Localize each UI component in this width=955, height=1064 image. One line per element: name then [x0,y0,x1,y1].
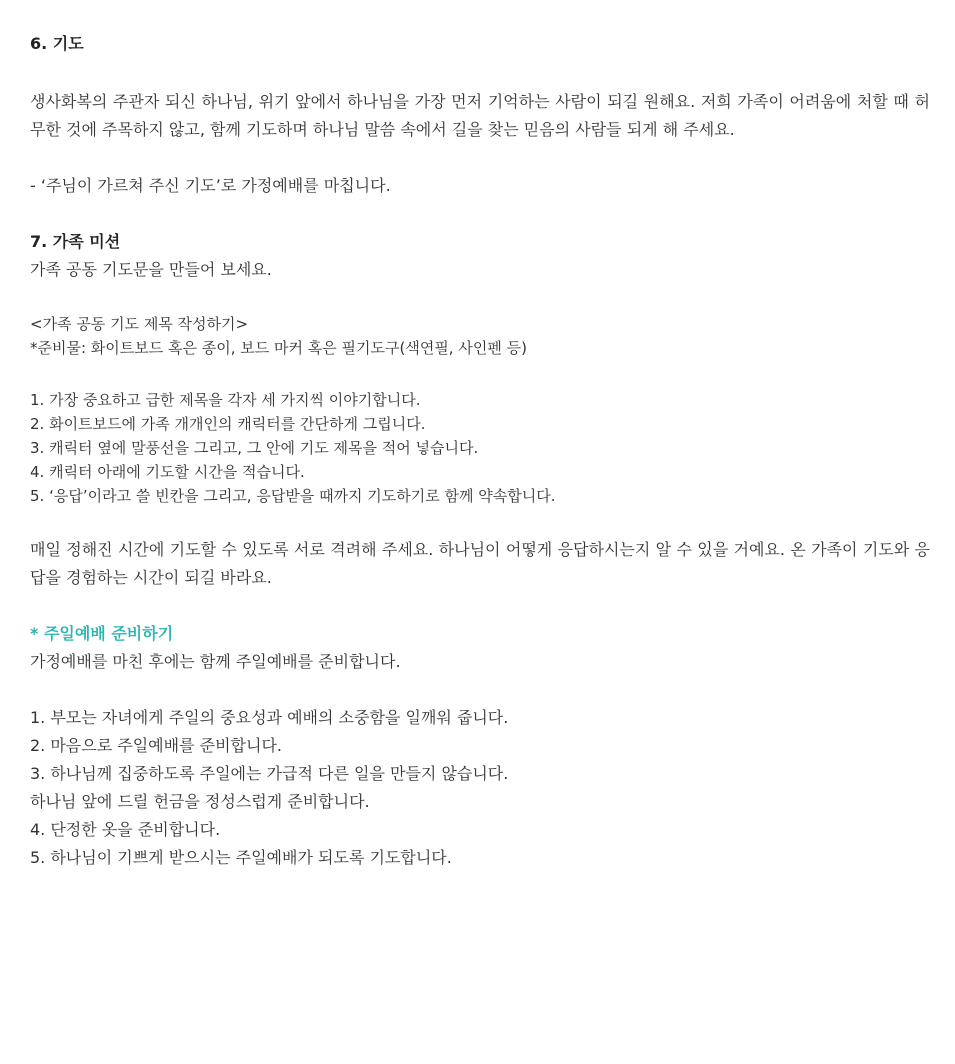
section-6-closing: - ‘주님이 가르쳐 주신 기도’로 가정예배를 마칩니다. [30,176,391,195]
sunday-step: 3. 하나님께 집중하도록 주일에는 가급적 다른 일을 만들지 않습니다. [30,764,509,783]
section-7-subtitle: <가족 공동 기도 제목 작성하기> [30,315,249,333]
sunday-step: 1. 부모는 자녀에게 주일의 중요성과 예배의 소중함을 일깨워 줍니다. [30,708,509,727]
section-7-intro: 가족 공동 기도문을 만들어 보세요. [30,260,272,279]
section-7-materials: *준비물: 화이트보드 혹은 종이, 보드 마커 혹은 필기도구(색연필, 사인펜 등) [30,339,527,357]
sunday-step: 4. 단정한 옷을 준비합니다. [30,820,221,839]
mission-step: 1. 가장 중요하고 급한 제목을 각자 세 가지씩 이야기합니다. [30,391,421,409]
section-6-prayer: 생사화복의 주관자 되신 하나님, 위기 앞에서 하나님을 가장 먼저 기억하는 사람이 되길 원해요. 저희 가족이 어려움에 처할 때 허무한 것에 주목하지 않고, 함께 기도하며 하나님 말씀 속에서 길을 찾는 믿음의 사람들 되게 해 주세요. [30,92,930,139]
mission-step: 2. 화이트보드에 가족 개개인의 캐릭터를 간단하게 그립니다. [30,415,426,433]
sunday-step: 하나님 앞에 드릴 헌금을 정성스럽게 준비합니다. [30,792,370,811]
sunday-prep-title: * 주일예배 준비하기 [30,624,174,643]
sunday-prep-intro: 가정예배를 마친 후에는 함께 주일예배를 준비합니다. [30,652,401,671]
mission-step: 5. ‘응답’이라고 쓸 빈칸을 그리고, 응답받을 때까지 기도하기로 함께 약속합니다. [30,487,556,505]
section-7-title: 7. 가족 미션 [30,232,121,251]
sunday-step: 2. 마음으로 주일예배를 준비합니다. [30,736,282,755]
mission-step: 3. 캐릭터 옆에 말풍선을 그리고, 그 안에 기도 제목을 적어 넣습니다. [30,439,479,457]
section-7-encouragement: 매일 정해진 시간에 기도할 수 있도록 서로 격려해 주세요. 하나님이 어떻게 응답하시는지 알 수 있을 거예요. 온 가족이 기도와 응답을 경험하는 시간이 되길 바라요. [30,540,930,587]
sunday-step: 5. 하나님이 기쁘게 받으시는 주일예배가 되도록 기도합니다. [30,848,452,867]
mission-step: 4. 캐릭터 아래에 기도할 시간을 적습니다. [30,463,305,481]
section-6-title: 6. 기도 [30,34,84,53]
